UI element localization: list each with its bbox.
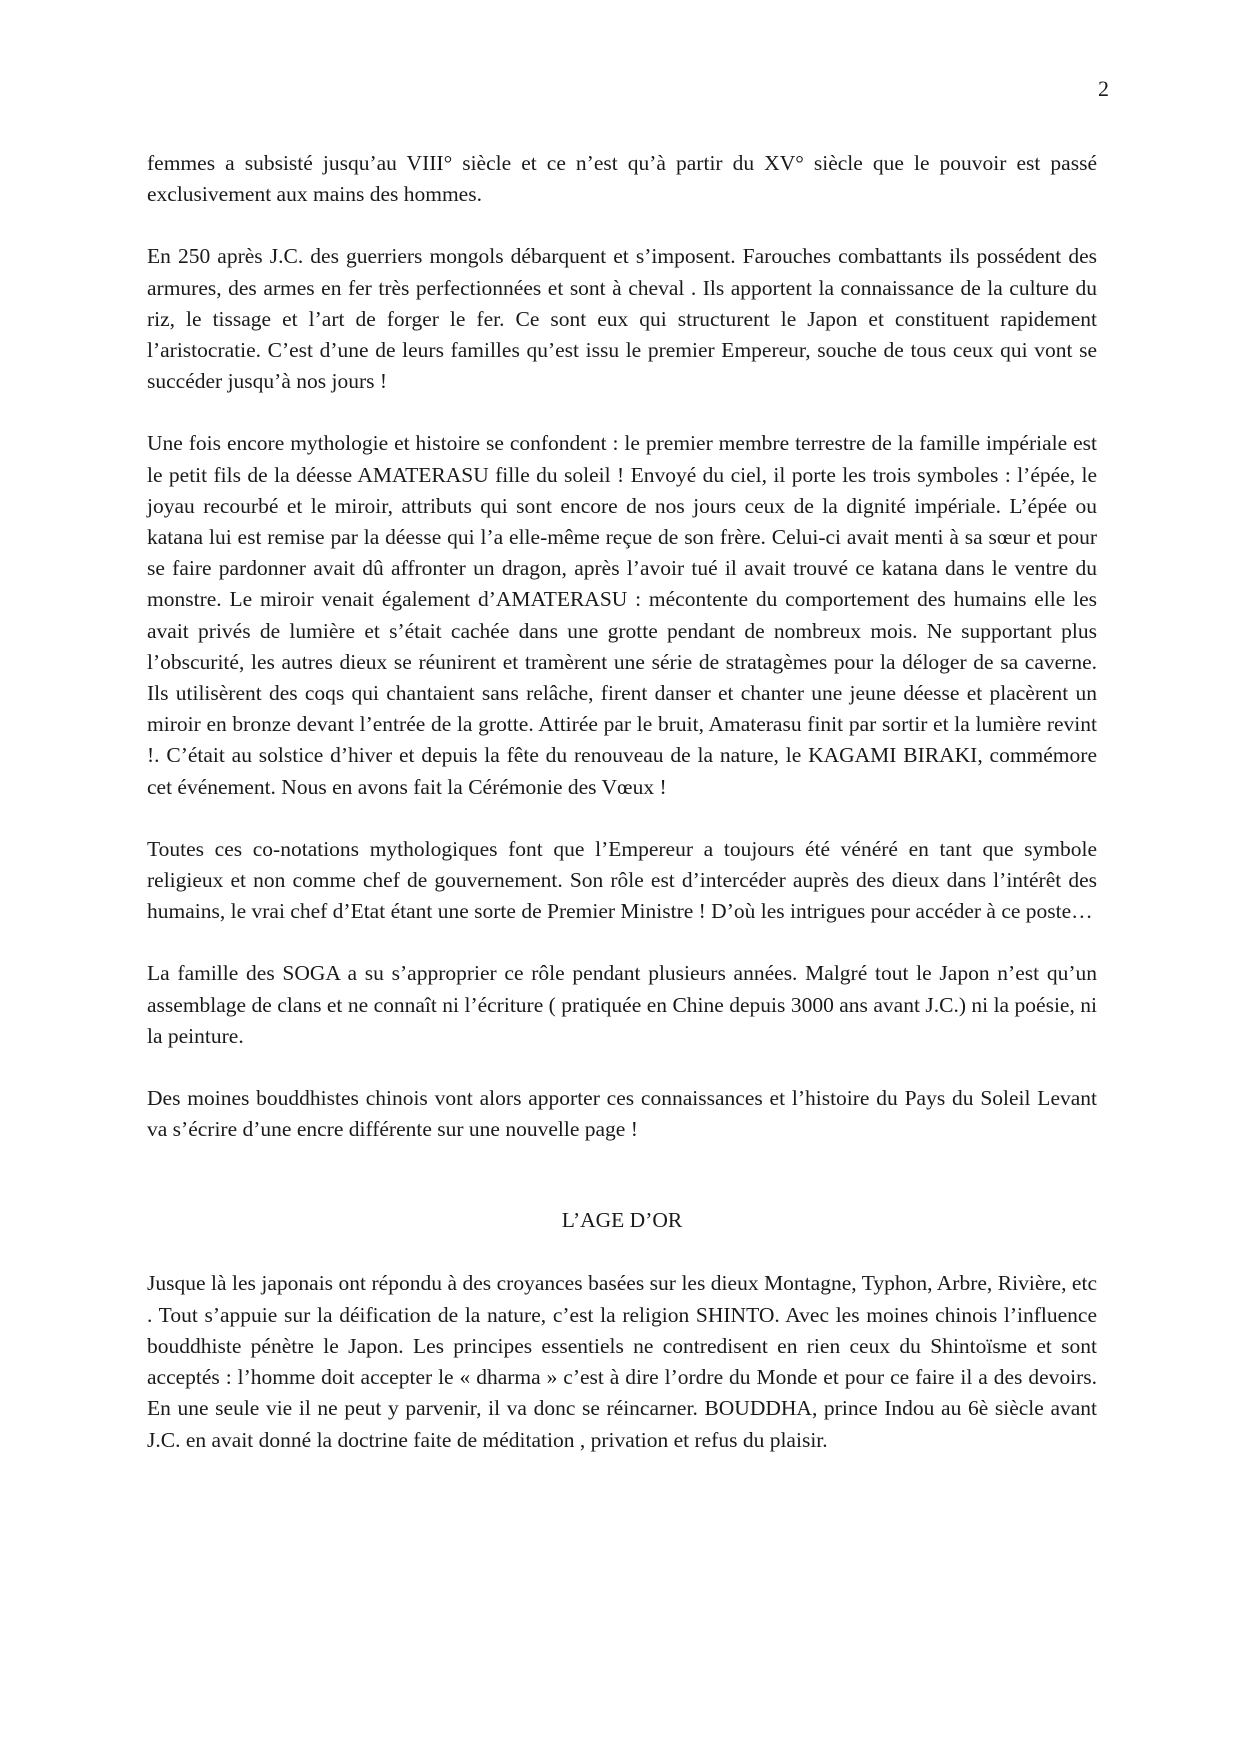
document-body: [147, 148, 1097, 1487]
paragraph: En 250 après J.C. des guerriers mongols débarquent et s’imposent. Farouches combattants ils possédent des armures, des armes en fer très perfectionnées et sont à cheval . Ils apportent la connaissance de la culture du riz, le tissage et l’art de forger le fer. Ce sont eux qui structurent le Japon et constituent rapidement l’aristocratie. C’est d’une de leurs familles qu’est issu le premier Empereur, souche de tous ceux qui vont se succéder jusqu’à nos jours !: [147, 244, 1097, 394]
page-number: 2: [1098, 76, 1109, 101]
paragraph: La famille des SOGA a su s’approprier ce rôle pendant plusieurs années. Malgré tout le Japon n’est qu’un assemblage de clans et ne connaît ni l’écriture ( pratiquée en Chine depuis 3000 ans avant J.C.) ni la poésie, ni la peinture.: [147, 961, 1097, 1048]
paragraph: Toutes ces co-notations mythologiques font que l’Empereur a toujours été vénéré en tant que symbole religieux et non comme chef de gouvernement. Son rôle est d’intercéder auprès des dieux dans l’intérêt des humains, le vrai chef d’Etat étant une sorte de Premier Ministre ! D’où les intrigues pour accéder à ce poste…: [147, 836, 1097, 924]
section-title: L’AGE D’OR: [561, 1208, 683, 1233]
paragraph: Des moines bouddhistes chinois vont alors apporter ces connaissances et l’histoire du Pays du Soleil Levant va s’écrire d’une encre différente sur une nouvelle page !: [147, 1086, 1097, 1142]
paragraph: femmes a subsisté jusqu’au VIII° siècle et ce n’est qu’à partir du XV° siècle que le pouvoir est passé exclusivement aux mains des hommes.: [147, 151, 1097, 207]
paragraph: Une fois encore mythologie et histoire se confondent : le premier membre terrestre de la famille impériale est le petit fils de la déesse AMATERASU fille du soleil ! Envoyé du ciel, il porte les trois symboles : l’épée, le joyau recourbé et le miroir, attributs qui sont encore de nos jours ceux de la dignité impériale. L’épée ou katana lui est remise par la déesse qui l’a elle-même reçue de son frère. Celui-ci avait menti à sa sœur et pour se faire pardonner avait dû affronter un dragon, après l’avoir tué il avait trouvé ce katana dans le ventre du monstre. Le miroir venait également d’AMATERASU : mécontente du comportement des humains elle les avait privés de lumière et s’était cachée dans une grotte pendant de nombreux mois. Ne supportant plus l’obscurité, les autres dieux se réunirent et tramèrent une série de stratagèmes pour la déloger de sa caverne. Ils utilisèrent des coqs qui chantaient sans relâche, firent danser et chanter une jeune déesse et placèrent un miroir en bronze devant l’entrée de la grotte. Attirée par le bruit, Amaterasu finit par sortir et la lumière revint !. C’était au solstice d’hiver et depuis la fête du renouveau de la nature, le KAGAMI BIRAKI, commémore cet événement. Nous en avons fait la Cérémonie des Vœux !: [147, 431, 1097, 799]
paragraph: Jusque là les japonais ont répondu à des croyances basées sur les dieux Montagne, Typhon, Arbre, Rivière, etc . Tout s’appuie sur la déification de la nature, c’est la religion SHINTO. Avec les moines chinois l’influence bouddhiste pénètre le Japon. Les principes essentiels ne contredisent en rien ceux du Shintoïsme et sont acceptés : l’homme doit accepter le « dharma » c’est à dire l’ordre du Monde et pour ce faire il a des devoirs. En une seule vie il ne peut y parvenir, il va donc se réincarner. BOUDDHA, prince Indou au 6è siècle avant J.C. en avait donné la doctrine faite de méditation , privation et refus du plaisir.: [147, 1271, 1097, 1452]
